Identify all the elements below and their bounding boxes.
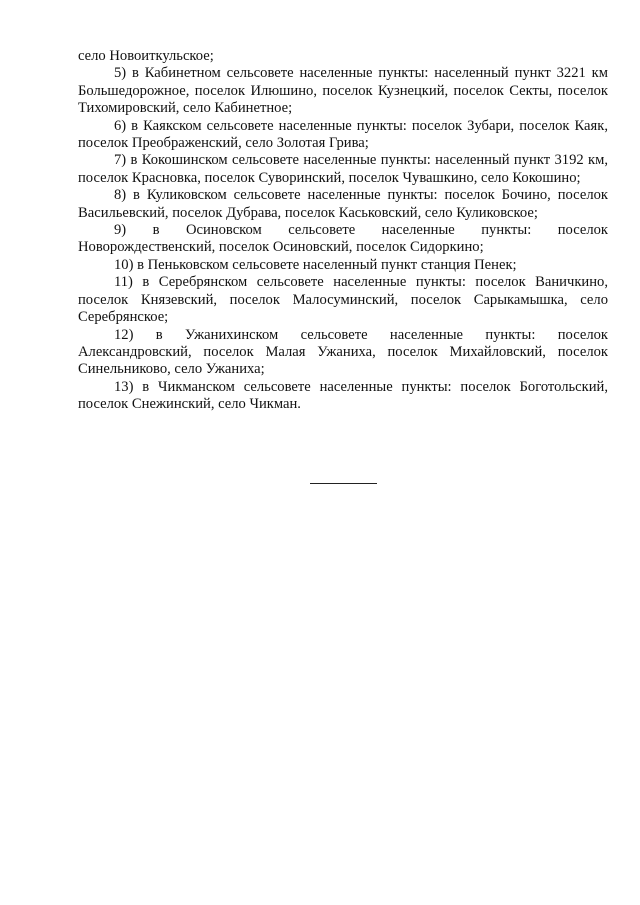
closing-divider [310,483,377,484]
paragraph-item-9: 9) в Осиновском сельсовете населенные пункты: поселок Новорождественский, поселок Осиновский, поселок Сидоркино; [78,222,608,256]
paragraph-item-8: 8) в Куликовском сельсовете населенные пункты: поселок Бочино, поселок Васильевский, поселок Дубрава, поселок Каськовский, село Куликовское; [78,187,608,221]
paragraph-item-13: 13) в Чикманском сельсовете населенные пункты: поселок Боготольский, поселок Снежинский, село Чикман. [78,378,608,413]
paragraph-item-12: 12) в Ужанихинском сельсовете населенные пункты: поселок Александровский, поселок Малая Ужаниха, поселок Михайловский, поселок Синельниково, село Ужаниха; [78,326,608,378]
paragraph-item-7: 7) в Кокошинском сельсовете населенные пункты: населенный пункт 3192 км, поселок Красновка, поселок Суворинский, поселок Чувашкино, село Кокошино; [78,152,608,186]
paragraph-continuation: село Новоиткульское; [78,48,214,64]
paragraph-item-6: 6) в Каякском сельсовете населенные пункты: поселок Зубари, поселок Каяк, поселок Преображенский, село Золотая Грива; [78,117,608,152]
paragraph-item-10: 10) в Пеньковском сельсовете населенный пункт станция Пенек; [114,256,517,273]
paragraph-item-5: 5) в Кабинетном сельсовете населенные пункты: населенный пункт 3221 км Большедорожное, поселок Илюшино, поселок Кузнецкий, поселок Секты, поселок Тихомировский, село Кабинетное; [78,65,608,117]
document-page [78,48,608,414]
paragraph-item-11: 11) в Серебрянском сельсовете населенные пункты: поселок Ваничкино, поселок Князевский, поселок Малосуминский, поселок Сарыкамышка, село Серебрянское; [78,274,608,326]
